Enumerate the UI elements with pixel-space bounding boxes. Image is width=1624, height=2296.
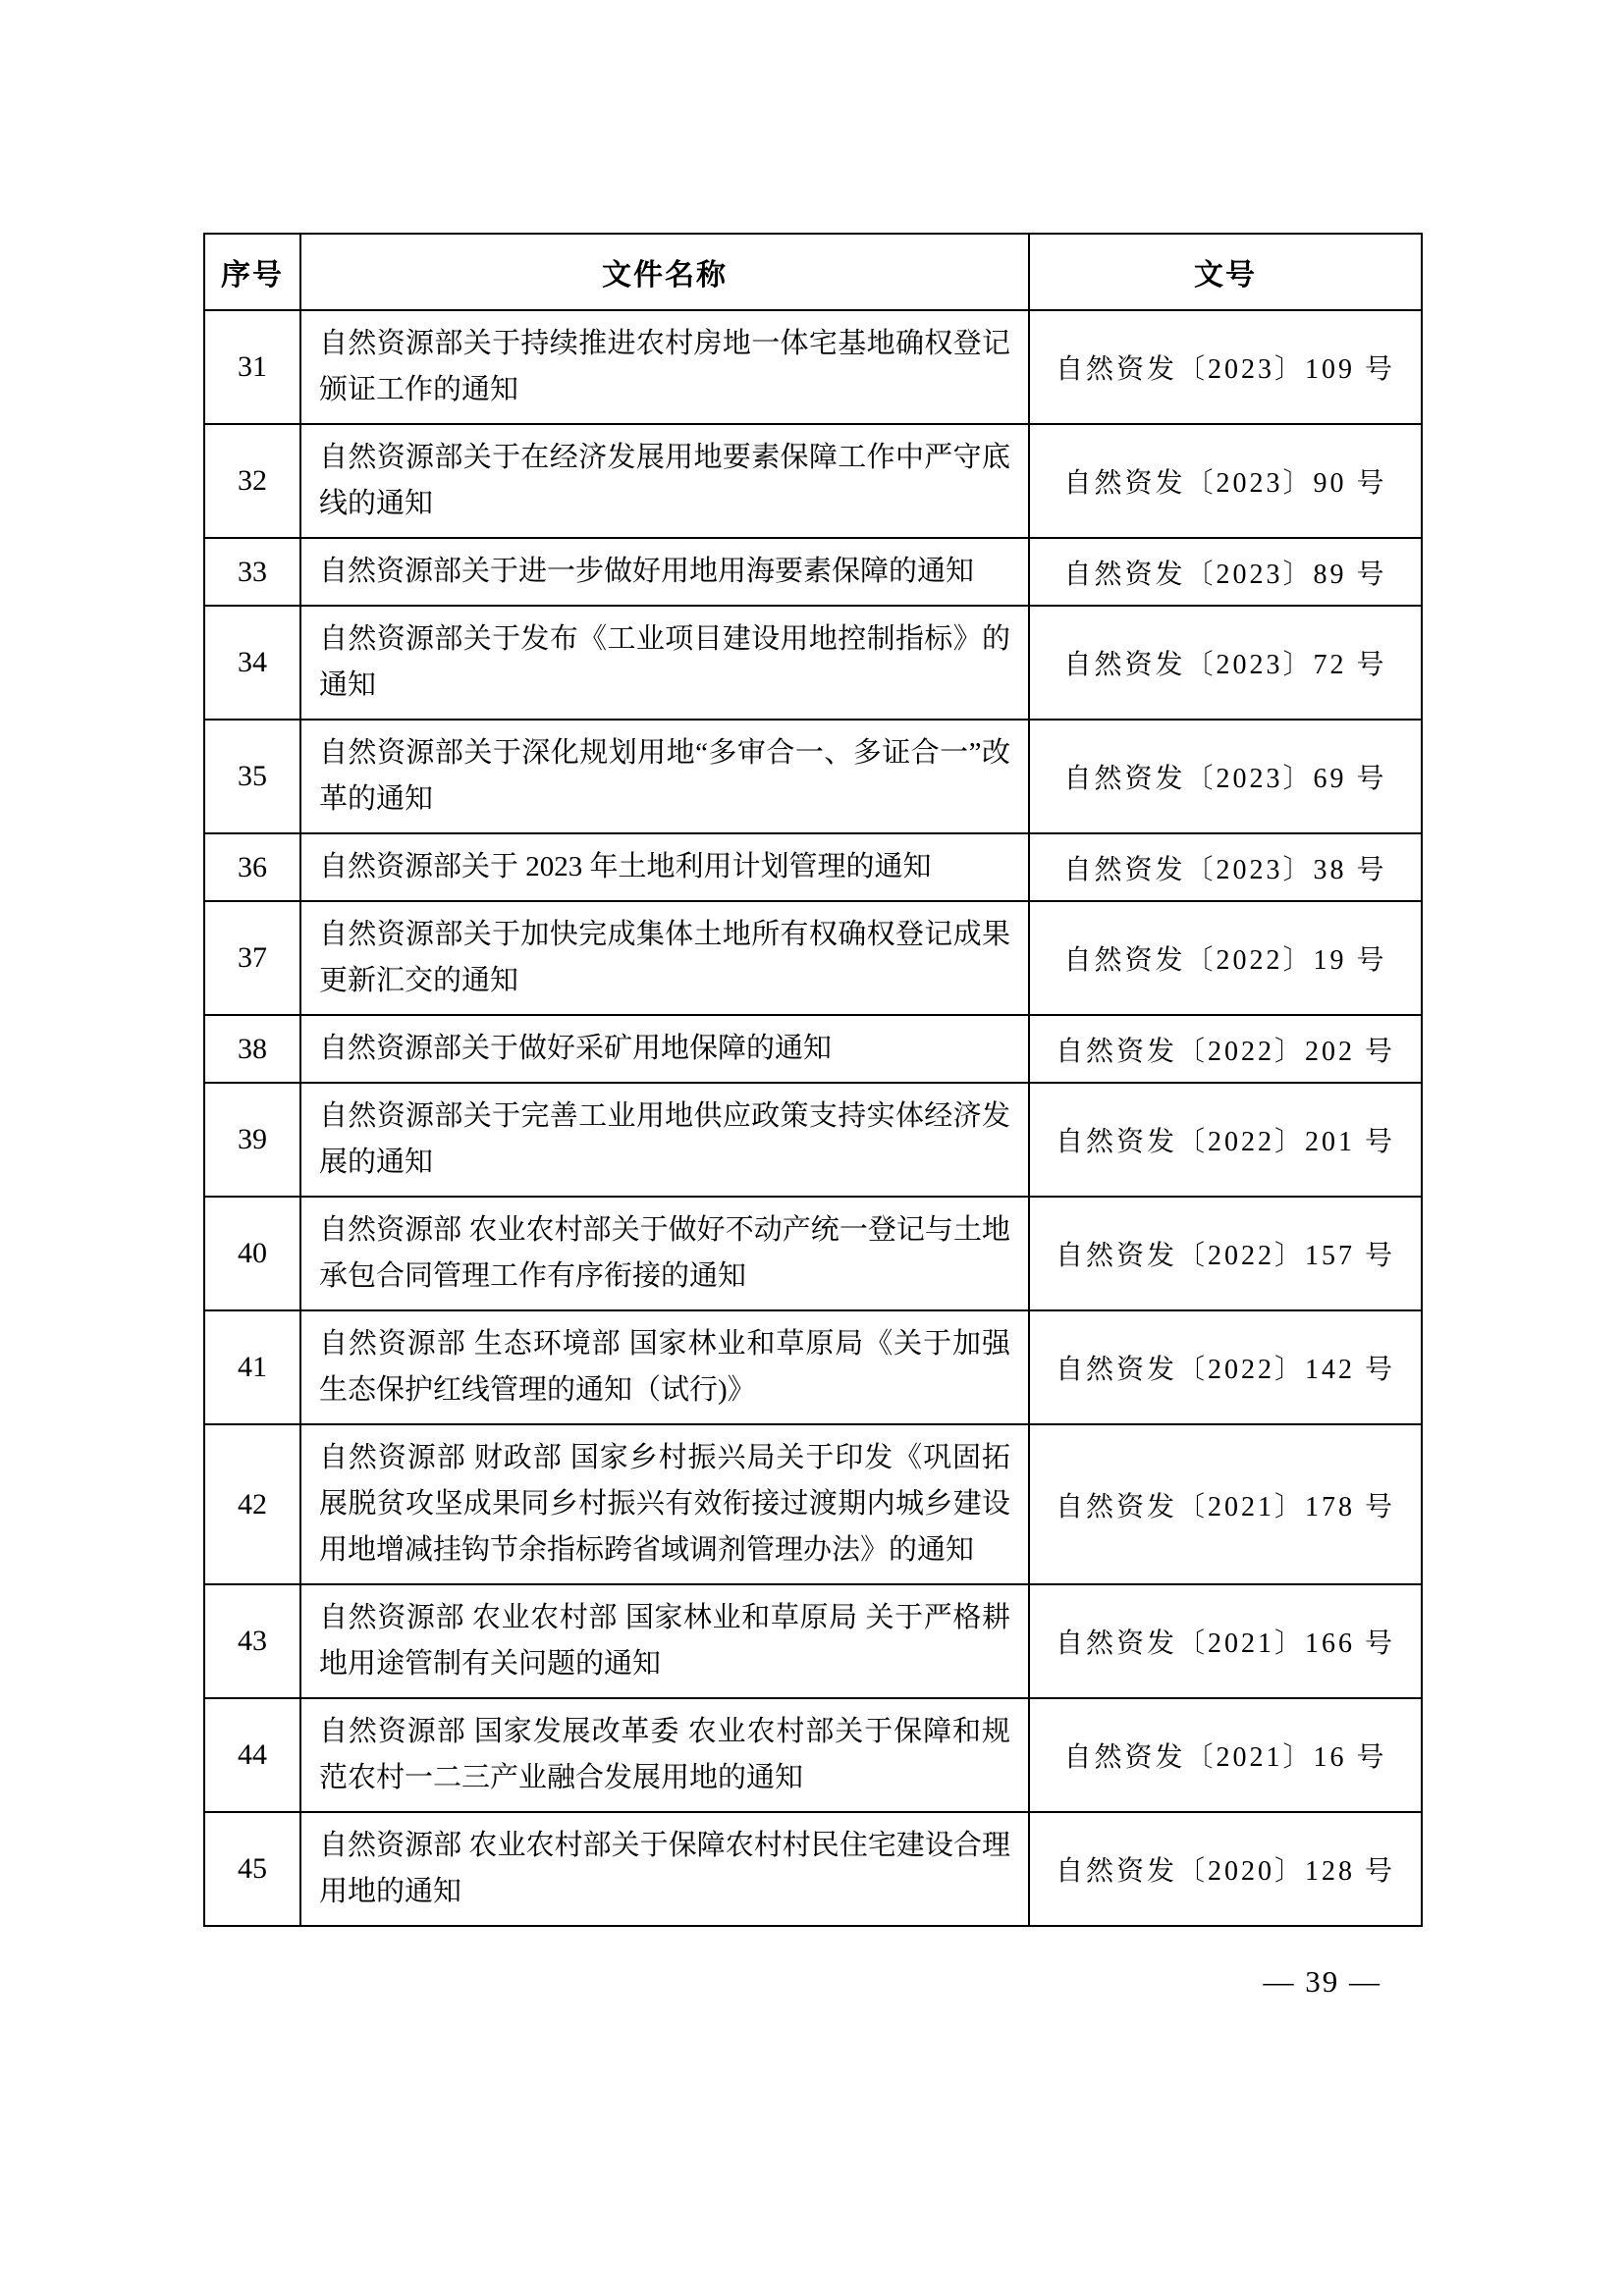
doc-number-cell: 自然资发〔2021〕166 号: [1029, 1584, 1422, 1698]
table-row: [204, 424, 1422, 538]
table-row: [204, 1698, 1422, 1812]
doc-number-cell: 自然资发〔2021〕16 号: [1029, 1698, 1422, 1812]
doc-number-cell: 自然资发〔2022〕201 号: [1029, 1083, 1422, 1197]
table-row: [204, 720, 1422, 833]
table-row: [204, 1083, 1422, 1197]
row-index-cell: 40: [204, 1197, 300, 1310]
row-index-cell: 33: [204, 538, 300, 606]
doc-name-cell: 自然资源部关于发布《工业项目建设用地控制指标》的通知: [300, 606, 1029, 720]
doc-number-cell: 自然资发〔2023〕89 号: [1029, 538, 1422, 606]
row-index-cell: 45: [204, 1812, 300, 1926]
doc-name-cell: 自然资源部 农业农村部 国家林业和草原局 关于严格耕地用途管制有关问题的通知: [300, 1584, 1029, 1698]
doc-number-cell: 自然资发〔2023〕90 号: [1029, 424, 1422, 538]
row-index-cell: 44: [204, 1698, 300, 1812]
table-row: [204, 1812, 1422, 1926]
doc-name-cell: 自然资源部关于深化规划用地“多审合一、多证合一”改革的通知: [300, 720, 1029, 833]
header-doc-no: 文号: [1029, 234, 1422, 310]
doc-number-cell: 自然资发〔2023〕38 号: [1029, 833, 1422, 901]
row-index-cell: 39: [204, 1083, 300, 1197]
table-row: [204, 833, 1422, 901]
doc-number-cell: 自然资发〔2020〕128 号: [1029, 1812, 1422, 1926]
table-row: [204, 1424, 1422, 1584]
doc-number-cell: 自然资发〔2022〕142 号: [1029, 1310, 1422, 1424]
row-index-cell: 36: [204, 833, 300, 901]
row-index-cell: 37: [204, 901, 300, 1015]
page-number: — 39 —: [1263, 1964, 1381, 1999]
table-row: [204, 1584, 1422, 1698]
doc-name-cell: 自然资源部关于进一步做好用地用海要素保障的通知: [300, 538, 1029, 606]
row-index-cell: 38: [204, 1015, 300, 1083]
doc-number-cell: 自然资发〔2023〕109 号: [1029, 310, 1422, 424]
doc-number-cell: 自然资发〔2023〕69 号: [1029, 720, 1422, 833]
table-header-row: [204, 234, 1422, 310]
doc-name-cell: 自然资源部 农业农村部关于保障农村村民住宅建设合理用地的通知: [300, 1812, 1029, 1926]
doc-number-cell: 自然资发〔2021〕178 号: [1029, 1424, 1422, 1584]
header-name: 文件名称: [300, 234, 1029, 310]
row-index-cell: 43: [204, 1584, 300, 1698]
doc-number-cell: 自然资发〔2022〕19 号: [1029, 901, 1422, 1015]
doc-name-cell: 自然资源部关于完善工业用地供应政策支持实体经济发展的通知: [300, 1083, 1029, 1197]
document-list-table: [203, 233, 1423, 1927]
doc-number-cell: 自然资发〔2023〕72 号: [1029, 606, 1422, 720]
doc-name-cell: 自然资源部关于 2023 年土地利用计划管理的通知: [300, 833, 1029, 901]
doc-name-cell: 自然资源部 国家发展改革委 农业农村部关于保障和规范农村一二三产业融合发展用地的通知: [300, 1698, 1029, 1812]
table-row: [204, 1015, 1422, 1083]
row-index-cell: 42: [204, 1424, 300, 1584]
table-row: [204, 1310, 1422, 1424]
table-row: [204, 606, 1422, 720]
doc-number-cell: 自然资发〔2022〕202 号: [1029, 1015, 1422, 1083]
table-row: [204, 310, 1422, 424]
row-index-cell: 35: [204, 720, 300, 833]
doc-number-cell: 自然资发〔2022〕157 号: [1029, 1197, 1422, 1310]
row-index-cell: 32: [204, 424, 300, 538]
doc-name-cell: 自然资源部关于做好采矿用地保障的通知: [300, 1015, 1029, 1083]
table-row: [204, 538, 1422, 606]
row-index-cell: 34: [204, 606, 300, 720]
table-row: [204, 901, 1422, 1015]
row-index-cell: 41: [204, 1310, 300, 1424]
doc-name-cell: 自然资源部 生态环境部 国家林业和草原局《关于加强生态保护红线管理的通知（试行)》: [300, 1310, 1029, 1424]
table-row: [204, 1197, 1422, 1310]
doc-name-cell: 自然资源部关于加快完成集体土地所有权确权登记成果更新汇交的通知: [300, 901, 1029, 1015]
document-content: [203, 233, 1421, 2000]
doc-name-cell: 自然资源部 农业农村部关于做好不动产统一登记与土地承包合同管理工作有序衔接的通知: [300, 1197, 1029, 1310]
doc-name-cell: 自然资源部 财政部 国家乡村振兴局关于印发《巩固拓展脱贫攻坚成果同乡村振兴有效衔接过渡期内城乡建设用地增减挂钩节余指标跨省域调剂管理办法》的通知: [300, 1424, 1029, 1584]
header-index: 序号: [204, 234, 300, 310]
doc-name-cell: 自然资源部关于在经济发展用地要素保障工作中严守底线的通知: [300, 424, 1029, 538]
doc-name-cell: 自然资源部关于持续推进农村房地一体宅基地确权登记颁证工作的通知: [300, 310, 1029, 424]
row-index-cell: 31: [204, 310, 300, 424]
